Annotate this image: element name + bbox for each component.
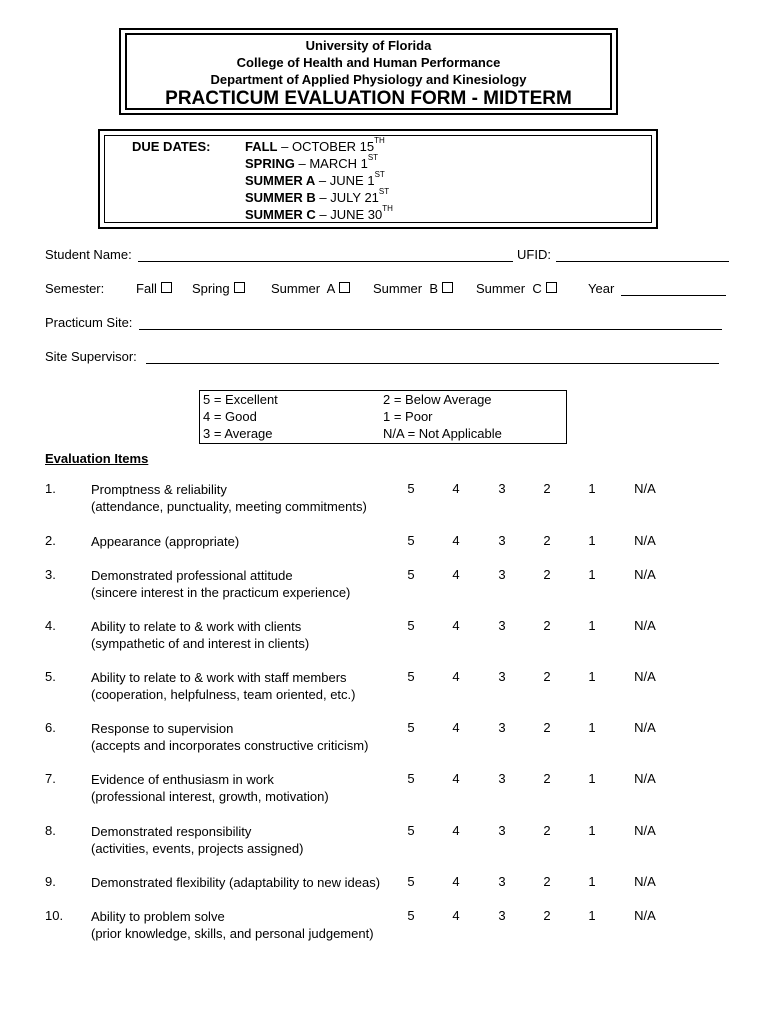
form-title: PRACTICUM EVALUATION FORM - MIDTERM <box>165 88 572 109</box>
score-option-5[interactable]: 5 <box>407 481 415 496</box>
score-option-2[interactable]: 2 <box>543 618 551 633</box>
score-option-1[interactable]: 1 <box>588 908 596 923</box>
score-option-na[interactable]: N/A <box>634 618 656 633</box>
item-detail: (activities, events, projects assigned) <box>91 841 304 856</box>
score-option-na[interactable]: N/A <box>634 533 656 548</box>
item-detail: (sympathetic of and interest in clients) <box>91 636 310 651</box>
item-detail: (professional interest, growth, motivation) <box>91 789 329 804</box>
due-date-fall: FALL – OCTOBER 15TH <box>245 136 385 154</box>
item-description <box>91 567 350 601</box>
score-option-3[interactable]: 3 <box>498 669 506 684</box>
score-option-5[interactable]: 5 <box>407 874 415 889</box>
key-poor: 1 = Poor <box>383 409 433 424</box>
score-option-1[interactable]: 1 <box>588 533 596 548</box>
score-option-4[interactable]: 4 <box>452 823 460 838</box>
score-option-1[interactable]: 1 <box>588 720 596 735</box>
score-option-5[interactable]: 5 <box>407 823 415 838</box>
practicum-site-field[interactable] <box>139 329 722 330</box>
checkbox-summer-c[interactable] <box>546 282 557 293</box>
item-number: 3. <box>45 567 56 582</box>
score-option-4[interactable]: 4 <box>452 481 460 496</box>
item-title: Ability to problem solve <box>91 909 225 924</box>
item-detail: (prior knowledge, skills, and personal judgement) <box>91 926 374 941</box>
item-detail: (attendance, punctuality, meeting commitments) <box>91 499 367 514</box>
score-option-4[interactable]: 4 <box>452 771 460 786</box>
item-number: 10. <box>45 908 64 923</box>
item-title: Response to supervision <box>91 721 234 736</box>
item-description <box>91 874 380 891</box>
semester-option-fall[interactable]: Fall <box>136 281 172 296</box>
score-option-4[interactable]: 4 <box>452 908 460 923</box>
score-option-2[interactable]: 2 <box>543 823 551 838</box>
item-description <box>91 669 355 703</box>
college-name: College of Health and Human Performance <box>236 55 501 70</box>
checkbox-fall[interactable] <box>161 282 172 293</box>
item-title: Demonstrated professional attitude <box>91 568 293 583</box>
item-title: Promptness & reliability <box>91 482 227 497</box>
rating-key-box <box>199 390 567 444</box>
score-option-2[interactable]: 2 <box>543 567 551 582</box>
score-option-2[interactable]: 2 <box>543 533 551 548</box>
score-option-5[interactable]: 5 <box>407 533 415 548</box>
score-option-2[interactable]: 2 <box>543 771 551 786</box>
score-option-3[interactable]: 3 <box>498 823 506 838</box>
item-title: Demonstrated responsibility <box>91 824 252 839</box>
due-date-summer-b: SUMMER B – JULY 21ST <box>245 187 390 205</box>
score-option-na[interactable]: N/A <box>634 771 656 786</box>
header-box <box>125 33 612 110</box>
item-description <box>91 771 329 805</box>
score-option-5[interactable]: 5 <box>407 908 415 923</box>
score-option-2[interactable]: 2 <box>543 481 551 496</box>
year-field[interactable] <box>621 295 726 296</box>
score-option-3[interactable]: 3 <box>498 720 506 735</box>
score-option-3[interactable]: 3 <box>498 908 506 923</box>
site-supervisor-field[interactable] <box>146 363 719 364</box>
practicum-site-label: Practicum Site: <box>45 315 133 330</box>
semester-option-summer-c[interactable]: Summer C <box>476 281 557 296</box>
item-description <box>91 481 367 515</box>
student-name-label: Student Name: <box>45 247 132 262</box>
item-title: Ability to relate to & work with staff members <box>91 670 347 685</box>
score-option-na[interactable]: N/A <box>634 481 656 496</box>
semester-option-summer-a[interactable]: Summer A <box>271 281 350 296</box>
item-number: 7. <box>45 771 56 786</box>
key-below-average: 2 = Below Average <box>383 392 492 407</box>
university-name: University of Florida <box>305 38 432 53</box>
score-option-na[interactable]: N/A <box>634 669 656 684</box>
score-option-1[interactable]: 1 <box>588 874 596 889</box>
checkbox-spring[interactable] <box>234 282 245 293</box>
score-option-5[interactable]: 5 <box>407 618 415 633</box>
score-option-5[interactable]: 5 <box>407 720 415 735</box>
score-option-5[interactable]: 5 <box>407 771 415 786</box>
key-good: 4 = Good <box>203 409 257 424</box>
score-option-3[interactable]: 3 <box>498 567 506 582</box>
score-option-2[interactable]: 2 <box>543 720 551 735</box>
item-description <box>91 618 309 652</box>
score-option-5[interactable]: 5 <box>407 567 415 582</box>
score-option-3[interactable]: 3 <box>498 481 506 496</box>
item-detail: (cooperation, helpfulness, team oriented, etc.) <box>91 687 356 702</box>
score-option-3[interactable]: 3 <box>498 874 506 889</box>
score-option-na[interactable]: N/A <box>634 823 656 838</box>
semester-label: Semester: <box>45 281 105 296</box>
score-option-na[interactable]: N/A <box>634 874 656 889</box>
site-supervisor-label: Site Supervisor: <box>45 349 137 364</box>
score-option-1[interactable]: 1 <box>588 771 596 786</box>
item-title: Ability to relate to & work with clients <box>91 619 302 634</box>
score-option-na[interactable]: N/A <box>634 908 656 923</box>
score-option-3[interactable]: 3 <box>498 533 506 548</box>
key-excellent: 5 = Excellent <box>203 392 278 407</box>
item-number: 8. <box>45 823 56 838</box>
item-description <box>91 720 368 754</box>
student-name-field[interactable] <box>138 261 513 262</box>
item-number: 9. <box>45 874 56 889</box>
item-detail: (accepts and incorporates constructive criticism) <box>91 738 369 753</box>
item-number: 4. <box>45 618 56 633</box>
score-option-3[interactable]: 3 <box>498 618 506 633</box>
item-number: 5. <box>45 669 56 684</box>
department-name: Department of Applied Physiology and Kinesiology <box>210 72 527 87</box>
score-option-1[interactable]: 1 <box>588 481 596 496</box>
item-number: 2. <box>45 533 56 548</box>
score-option-1[interactable]: 1 <box>588 567 596 582</box>
due-date-summer-a: SUMMER A – JUNE 1ST <box>245 170 385 188</box>
score-option-1[interactable]: 1 <box>588 669 596 684</box>
item-detail: (sincere interest in the practicum experience) <box>91 585 351 600</box>
score-option-3[interactable]: 3 <box>498 771 506 786</box>
score-option-2[interactable]: 2 <box>543 669 551 684</box>
item-title: Appearance (appropriate) <box>91 534 240 549</box>
score-option-5[interactable]: 5 <box>407 669 415 684</box>
score-option-1[interactable]: 1 <box>588 618 596 633</box>
score-option-4[interactable]: 4 <box>452 567 460 582</box>
score-option-4[interactable]: 4 <box>452 618 460 633</box>
due-dates-label: DUE DATES: <box>132 139 211 154</box>
due-date-summer-c: SUMMER C – JUNE 30TH <box>245 204 393 222</box>
score-option-1[interactable]: 1 <box>588 823 596 838</box>
year-label: Year <box>588 281 615 296</box>
item-description <box>91 533 239 550</box>
key-not-applicable: N/A = Not Applicable <box>383 426 502 441</box>
item-title: Evidence of enthusiasm in work <box>91 772 274 787</box>
score-option-4[interactable]: 4 <box>452 720 460 735</box>
score-option-2[interactable]: 2 <box>543 908 551 923</box>
score-option-4[interactable]: 4 <box>452 669 460 684</box>
score-option-2[interactable]: 2 <box>543 874 551 889</box>
item-number: 6. <box>45 720 56 735</box>
evaluation-items-title: Evaluation Items <box>45 451 149 466</box>
score-option-na[interactable]: N/A <box>634 567 656 582</box>
item-number: 1. <box>45 481 56 496</box>
semester-option-spring[interactable]: Spring <box>192 281 245 296</box>
item-title: Demonstrated flexibility (adaptability to new ideas) <box>91 875 381 890</box>
ufid-field[interactable] <box>556 261 729 262</box>
checkbox-summer-a[interactable] <box>339 282 350 293</box>
semester-option-summer-b[interactable]: Summer B <box>373 281 453 296</box>
item-description <box>91 908 374 942</box>
item-description <box>91 823 303 857</box>
score-option-na[interactable]: N/A <box>634 720 656 735</box>
score-option-4[interactable]: 4 <box>452 874 460 889</box>
key-average: 3 = Average <box>203 426 273 441</box>
due-date-spring: SPRING – MARCH 1ST <box>245 153 379 171</box>
checkbox-summer-b[interactable] <box>442 282 453 293</box>
score-option-4[interactable]: 4 <box>452 533 460 548</box>
ufid-label: UFID: <box>517 247 551 262</box>
